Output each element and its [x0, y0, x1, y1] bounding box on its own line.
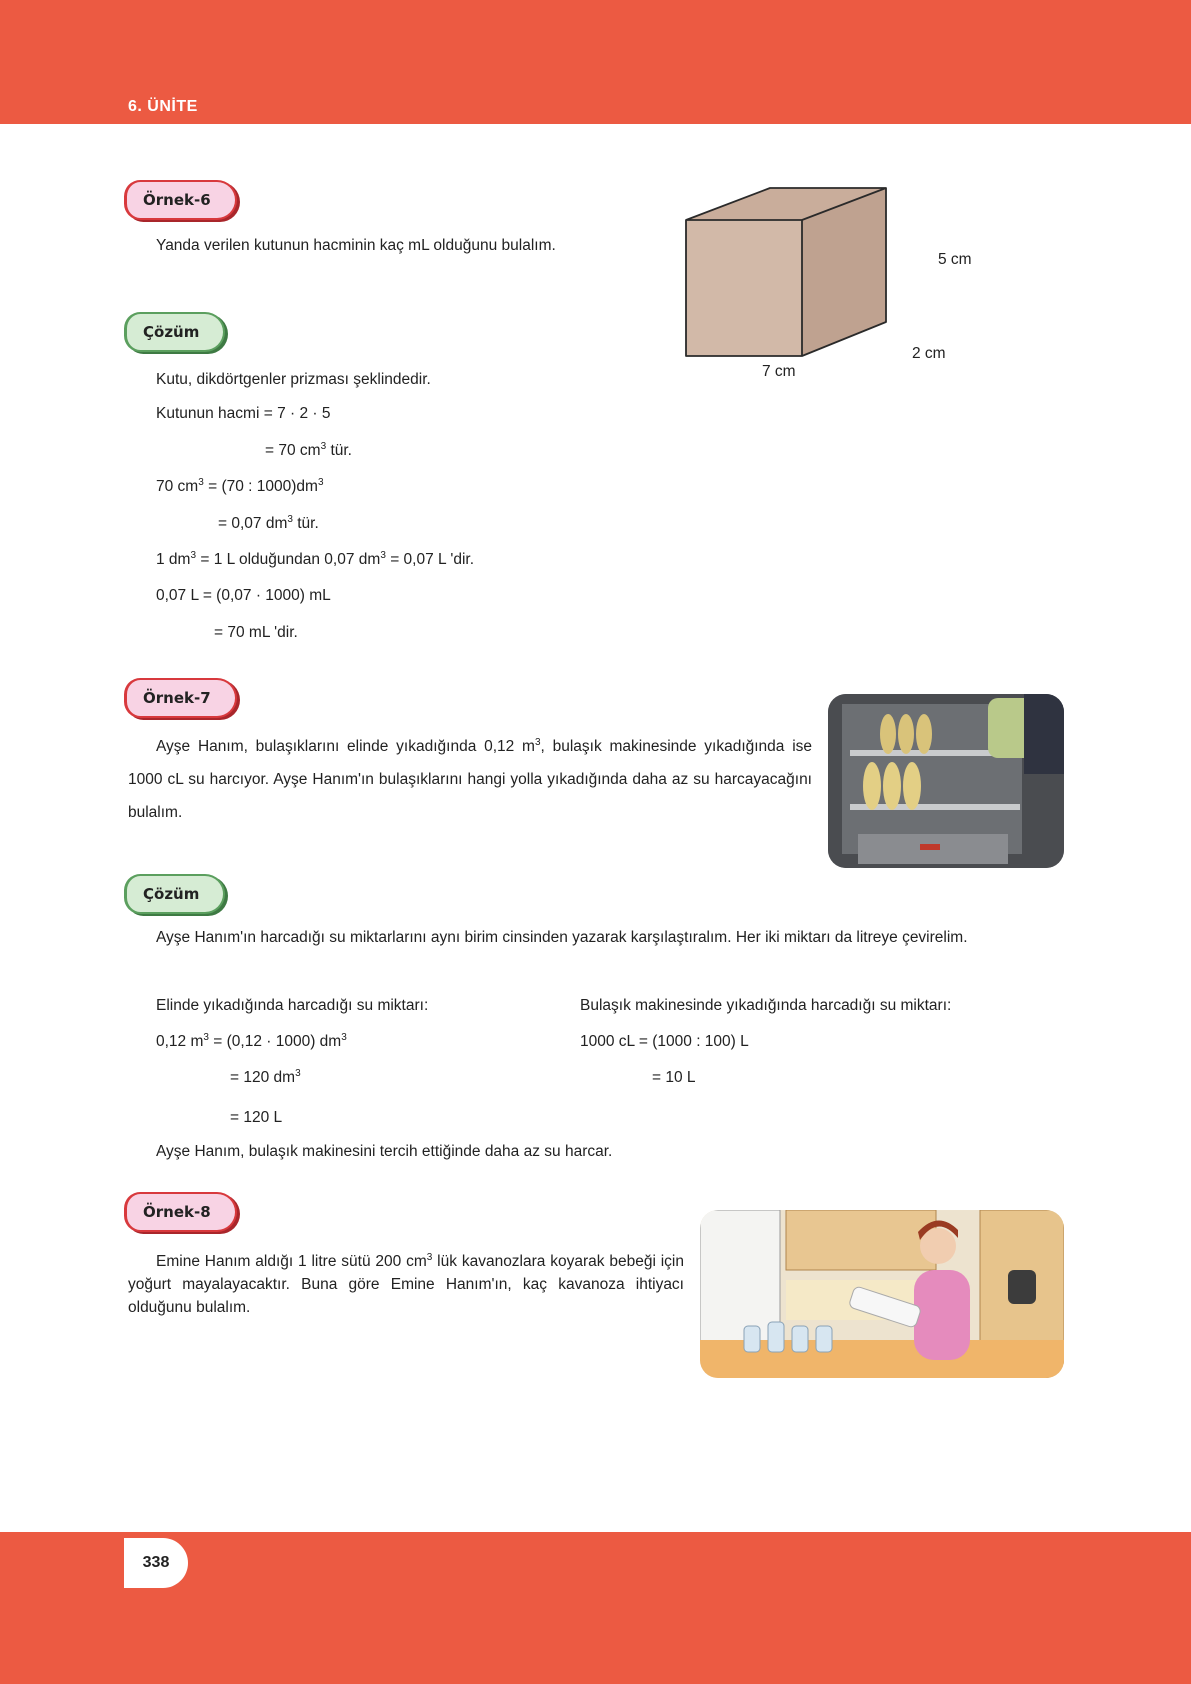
page-number-badge: [124, 1538, 188, 1588]
example-6-solution-label: Çözüm: [124, 312, 225, 352]
solution-line-2: Kutunun hacmi = 7 · 2 · 5: [156, 405, 331, 422]
solution-line-1: Kutu, dikdörtgenler prizması şeklindedir.: [156, 371, 431, 388]
solution-line-8: = 70 mL 'dir.: [214, 624, 298, 641]
example-7-conclusion: Ayşe Hanım, bulaşık makinesini tercih ettiğinde daha az su harcar.: [156, 1143, 613, 1160]
left-title: Elinde yıkadığında harcadığı su miktarı:: [156, 997, 429, 1014]
left-row-2: = 120 $dm^3$: [230, 1068, 301, 1086]
example-8-question: Emine Hanım aldığı 1 litre sütü 200 $cm^3$ lük kavanozlara koyarak bebeği için yoğurt mayalayacaktır. Buna göre Emine Hanım'ın, kaç kavanoza ihtiyacı olduğunu bulalım.: [128, 1252, 684, 1316]
page-number: 338: [142, 1554, 170, 1571]
solution-line-3: = 70 $cm^3$ tür.: [265, 441, 352, 459]
example-7-question: Ayşe Hanım, bulaşıklarını elinde yıkadığında 0,12 $m^3$, bulaşık makinesinde yıkadığında ise 1000 cL su harcıyor. Ayşe Hanım'ın bulaşıklarını hangi yolla yıkadığında daha az su harcayacağını bulalım.: [128, 737, 813, 821]
left-row-1: 0,12 $m^3 = (0,12 \cdot 1000)$ $dm^3$: [156, 1032, 347, 1050]
kitchen-photo: [700, 1210, 1064, 1378]
depth-label: 2 cm: [912, 345, 946, 362]
solution-line-6: 1 $dm^3 = 1$ L olduğundan 0,07 $dm^3 = 0,07$ L 'dir.: [156, 550, 475, 568]
right-title: Bulaşık makinesinde yıkadığında harcadığı su miktarı:: [580, 997, 952, 1014]
example-7-solution-label: Çözüm: [124, 874, 225, 914]
example-6-question: Yanda verilen kutunun hacminin kaç mL olduğunu bulalım.: [156, 237, 556, 254]
example-7-label: Örnek-7: [124, 678, 237, 718]
example-6-label: Örnek-6: [124, 180, 237, 220]
example-7-intro: Ayşe Hanım'ın harcadığı su miktarlarını aynı birim cinsinden yazarak karşılaştıralım. Her iki miktarı da litreye çevirelim.: [156, 929, 968, 946]
width-label: 7 cm: [762, 363, 796, 380]
left-row-3: = 120 L: [230, 1109, 283, 1126]
dishwasher-photo: [828, 694, 1064, 868]
right-row-1: 1000 cL = (1000 : 100) L: [580, 1033, 749, 1050]
right-row-2: = 10 L: [652, 1069, 696, 1086]
unit-label: 6. ÜNİTE: [128, 98, 198, 115]
example-8-label: Örnek-8: [124, 1192, 237, 1232]
solution-line-4: 70 $cm^3 = (70$ : $1000)dm^3$: [156, 477, 324, 495]
height-label: 5 cm: [938, 251, 972, 268]
solution-line-5: = 0,07 $dm^3$ tür.: [218, 514, 319, 532]
solution-line-7: 0,07 L = (0,07 · 1000) mL: [156, 587, 331, 604]
